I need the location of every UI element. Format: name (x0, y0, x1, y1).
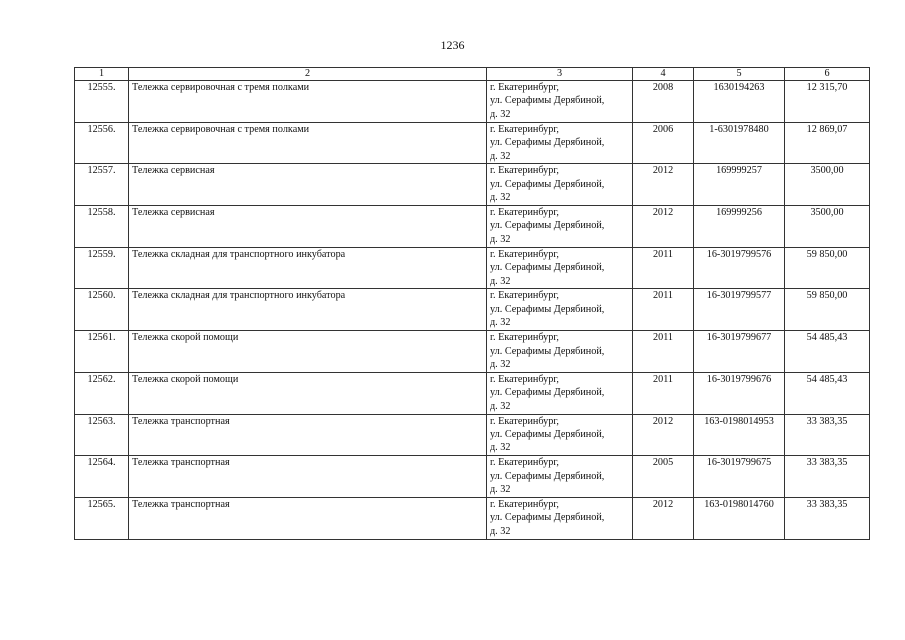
item-name: Тележка складная для транспортного инкубатора (129, 247, 487, 289)
page-number: 1236 (440, 38, 465, 52)
address-line: ул. Серафимы Дерябиной, (490, 470, 605, 482)
address-line: г. Екатеринбург, (490, 373, 559, 385)
item-year: 2012 (633, 164, 694, 206)
item-year: 2012 (633, 206, 694, 248)
item-address (487, 372, 633, 414)
table-row (75, 289, 870, 331)
table-row (75, 122, 870, 164)
header-col-1: 1 (75, 68, 129, 81)
item-address (487, 456, 633, 498)
row-number: 12559. (75, 247, 129, 289)
item-year: 2011 (633, 247, 694, 289)
item-cost: 54 485,43 (785, 372, 870, 414)
item-name: Тележка транспортная (129, 456, 487, 498)
table-row (75, 247, 870, 289)
item-year: 2011 (633, 372, 694, 414)
item-cost: 59 850,00 (785, 289, 870, 331)
row-number: 12555. (75, 81, 129, 123)
address-line: д. 32 (490, 442, 511, 454)
header-row (75, 68, 870, 81)
item-address (487, 206, 633, 248)
address-line: ул. Серафимы Дерябиной, (490, 303, 605, 315)
address-line: ул. Серафимы Дерябиной, (490, 345, 605, 357)
item-address (487, 122, 633, 164)
address-line: г. Екатеринбург, (490, 457, 559, 469)
property-registry-table (74, 67, 870, 540)
item-address (487, 331, 633, 373)
row-number: 12564. (75, 456, 129, 498)
address-line: ул. Серафимы Дерябиной, (490, 387, 605, 399)
address-line: ул. Серафимы Дерябиной, (490, 178, 605, 190)
address-line: г. Екатеринбург, (490, 207, 559, 219)
item-name: Тележка сервировочная с тремя полками (129, 122, 487, 164)
item-cost: 33 383,35 (785, 456, 870, 498)
item-cost: 33 383,35 (785, 414, 870, 456)
row-number: 12563. (75, 414, 129, 456)
item-cost: 12 869,07 (785, 122, 870, 164)
table-header (75, 68, 870, 81)
address-line: ул. Серафимы Дерябиной, (490, 262, 605, 274)
address-line: ул. Серафимы Дерябиной, (490, 137, 605, 149)
address-line: д. 32 (490, 317, 511, 329)
item-name: Тележка сервисная (129, 206, 487, 248)
item-inventory-number: 16-3019799676 (694, 372, 785, 414)
address-line: г. Екатеринбург, (490, 165, 559, 177)
item-year: 2012 (633, 414, 694, 456)
item-inventory-number: 163-0198014760 (694, 497, 785, 539)
item-cost: 3500,00 (785, 206, 870, 248)
address-line: д. 32 (490, 150, 511, 162)
address-line: г. Екатеринбург, (490, 332, 559, 344)
address-line: г. Екатеринбург, (490, 498, 559, 510)
item-cost: 59 850,00 (785, 247, 870, 289)
item-name: Тележка скорой помощи (129, 331, 487, 373)
address-line: д. 32 (490, 233, 511, 245)
item-name: Тележка сервировочная с тремя полками (129, 81, 487, 123)
item-address (487, 289, 633, 331)
header-col-4: 4 (633, 68, 694, 81)
address-line: д. 32 (490, 192, 511, 204)
header-col-3: 3 (487, 68, 633, 81)
address-line: г. Екатеринбург, (490, 82, 559, 93)
row-number: 12558. (75, 206, 129, 248)
item-name: Тележка транспортная (129, 497, 487, 539)
address-line: г. Екатеринбург, (490, 248, 559, 260)
item-name: Тележка сервисная (129, 164, 487, 206)
address-line: д. 32 (490, 108, 511, 120)
item-inventory-number: 169999256 (694, 206, 785, 248)
row-number: 12561. (75, 331, 129, 373)
item-inventory-number: 16-3019799576 (694, 247, 785, 289)
row-number: 12557. (75, 164, 129, 206)
address-line: ул. Серафимы Дерябиной, (490, 512, 605, 524)
header-col-5: 5 (694, 68, 785, 81)
item-inventory-number: 163-0198014953 (694, 414, 785, 456)
row-number: 12565. (75, 497, 129, 539)
item-name: Тележка транспортная (129, 414, 487, 456)
item-inventory-number: 16-3019799577 (694, 289, 785, 331)
address-line: ул. Серафимы Дерябиной, (490, 220, 605, 232)
address-line: д. 32 (490, 525, 511, 537)
item-year: 2011 (633, 289, 694, 331)
item-address (487, 81, 633, 123)
item-inventory-number: 16-3019799675 (694, 456, 785, 498)
item-name: Тележка складная для транспортного инкубатора (129, 289, 487, 331)
table-row (75, 206, 870, 248)
item-inventory-number: 16-3019799677 (694, 331, 785, 373)
item-cost: 12 315,70 (785, 81, 870, 123)
item-year: 2011 (633, 331, 694, 373)
item-year: 2006 (633, 122, 694, 164)
address-line: д. 32 (490, 400, 511, 412)
item-cost: 54 485,43 (785, 331, 870, 373)
item-cost: 3500,00 (785, 164, 870, 206)
row-number: 12562. (75, 372, 129, 414)
address-line: д. 32 (490, 275, 511, 287)
item-year: 2008 (633, 81, 694, 123)
table-row (75, 456, 870, 498)
address-line: д. 32 (490, 358, 511, 370)
address-line: ул. Серафимы Дерябиной, (490, 428, 605, 440)
table-body (75, 81, 870, 540)
item-address (487, 247, 633, 289)
item-address (487, 164, 633, 206)
address-line: ул. Серафимы Дерябиной, (490, 95, 605, 107)
address-line: г. Екатеринбург, (490, 415, 559, 427)
table-row (75, 81, 870, 123)
table-row (75, 497, 870, 539)
header-col-6: 6 (785, 68, 870, 81)
table-row (75, 331, 870, 373)
item-inventory-number: 1-6301978480 (694, 122, 785, 164)
header-col-2: 2 (129, 68, 487, 81)
row-number: 12556. (75, 122, 129, 164)
address-line: г. Екатеринбург, (490, 290, 559, 302)
address-line: д. 32 (490, 484, 511, 495)
address-line: г. Екатеринбург, (490, 123, 559, 135)
item-address (487, 497, 633, 539)
item-year: 2005 (633, 456, 694, 498)
item-inventory-number: 1630194263 (694, 81, 785, 123)
table-row (75, 414, 870, 456)
item-inventory-number: 169999257 (694, 164, 785, 206)
item-cost: 33 383,35 (785, 497, 870, 539)
table-row (75, 372, 870, 414)
item-year: 2012 (633, 497, 694, 539)
item-address (487, 414, 633, 456)
row-number: 12560. (75, 289, 129, 331)
item-name: Тележка скорой помощи (129, 372, 487, 414)
table-row (75, 164, 870, 206)
